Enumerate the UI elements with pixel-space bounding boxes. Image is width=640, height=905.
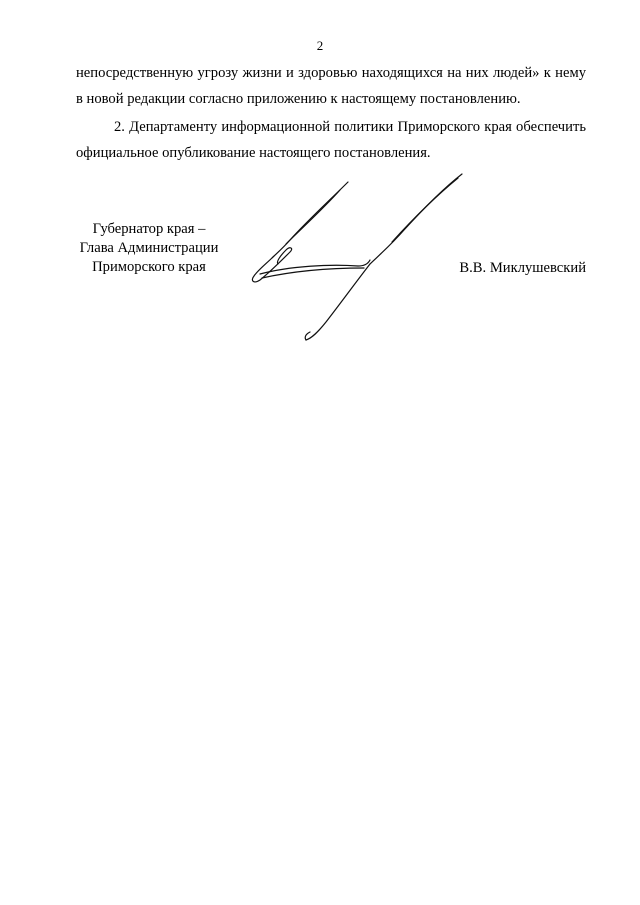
body-paragraph-1: непосредственную угрозу жизни и здоровью находящихся на них людей» к нему в новой редакции согласно приложению к настоящему постановлению. bbox=[76, 65, 586, 107]
body-paragraph-2: 2. Департаменту информационной политики Приморского края обеспечить официальное опубликование настоящего постановления. bbox=[76, 119, 586, 161]
signatory-title-line-1: Губернатор края – bbox=[92, 221, 206, 237]
signatory-title-line-2: Глава Администрации bbox=[79, 240, 219, 256]
handwritten-signature bbox=[240, 168, 480, 348]
signatory-title bbox=[72, 220, 226, 277]
signatory-name: В.В. Миклушевский bbox=[459, 260, 586, 276]
page-number: 2 bbox=[316, 38, 324, 53]
signature-strokes bbox=[252, 174, 462, 340]
signatory-title-line-3: Приморского края bbox=[92, 259, 206, 275]
